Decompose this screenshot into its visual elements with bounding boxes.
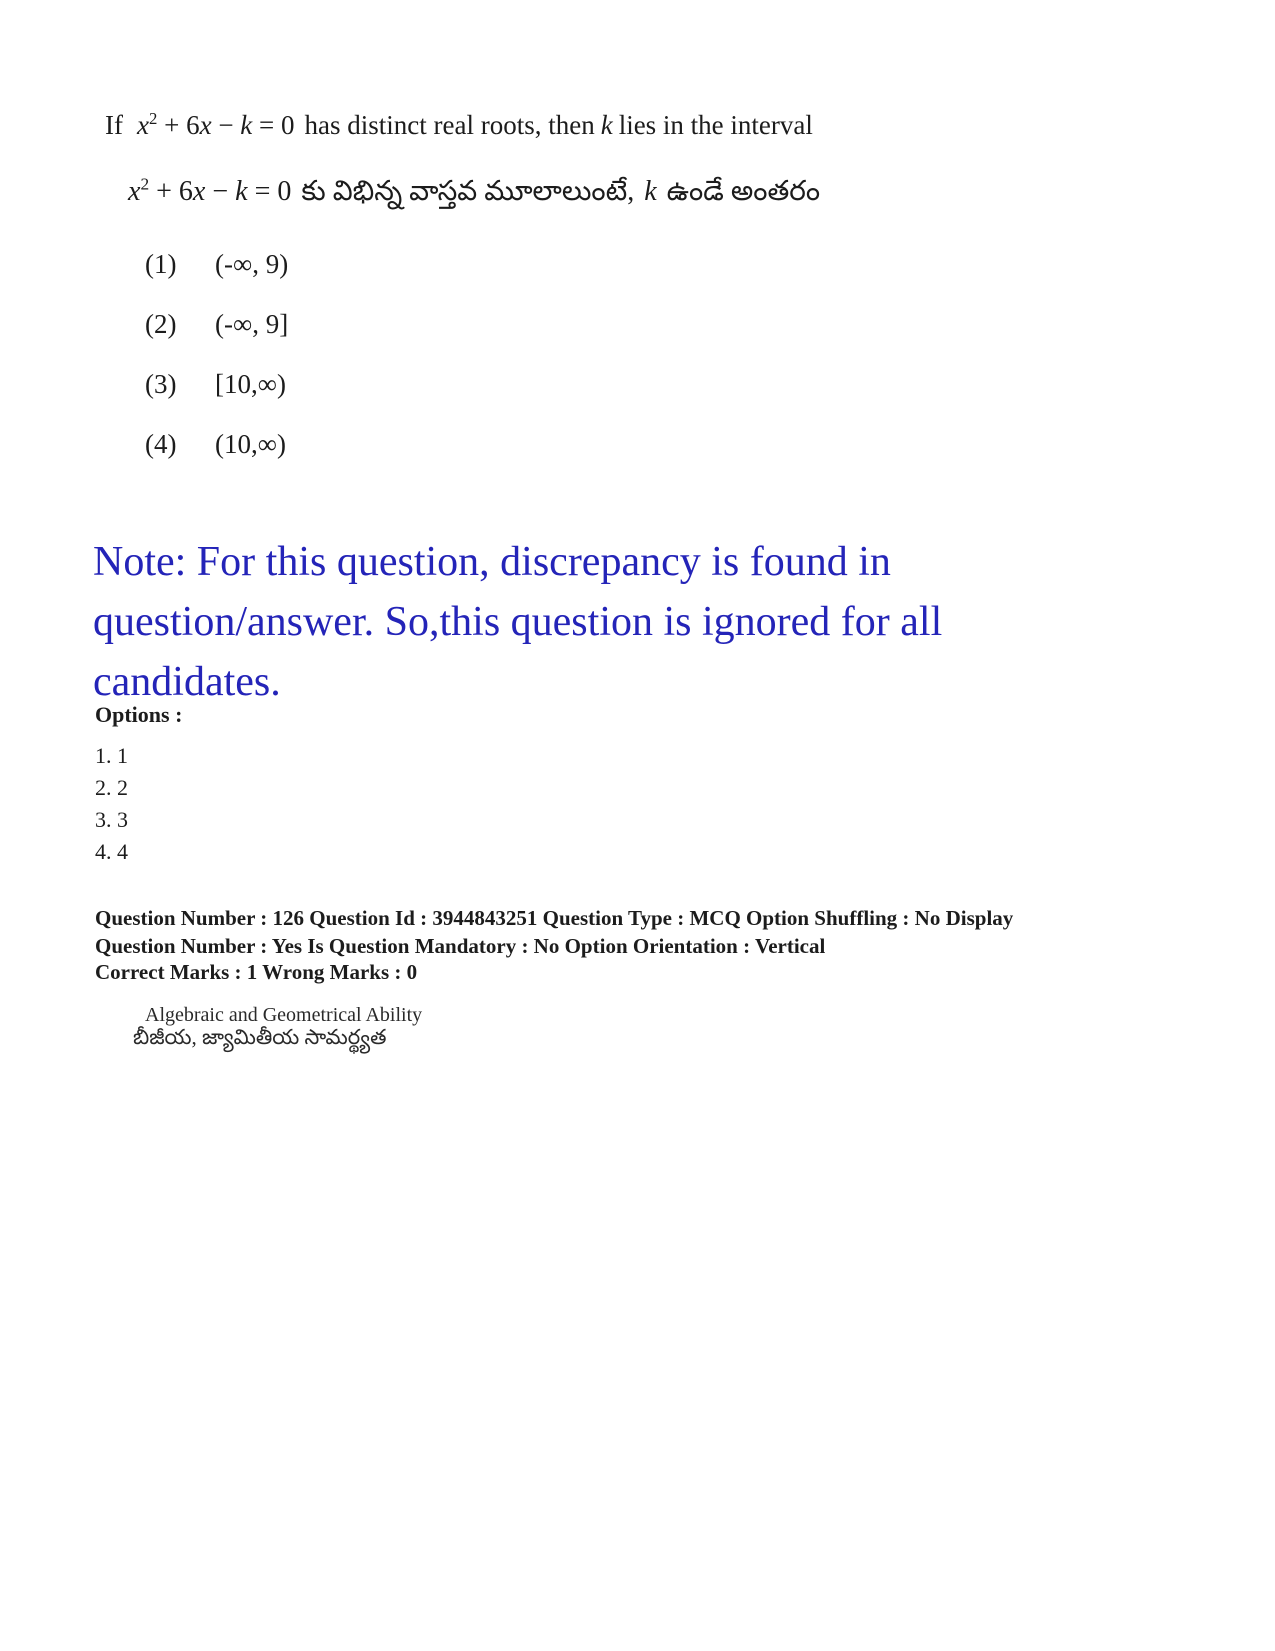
options-list <box>95 740 128 868</box>
choice-value: (-∞, 9) <box>215 249 289 279</box>
question-suffix-2: lies in the interval <box>618 110 813 140</box>
question-formula-telugu <box>128 176 291 207</box>
discrepancy-note: Note: For this question, discrepancy is found in question/answer. So,this question is ignored for all candidates. <box>93 539 943 705</box>
marks-line: Correct Marks : 1 Wrong Marks : 0 <box>95 960 418 984</box>
formula-plus-6: + 6 <box>149 176 193 207</box>
choice-row-1 <box>145 249 288 280</box>
formula-x: x <box>136 110 149 140</box>
choice-row-4 <box>145 429 286 460</box>
question-text-english <box>105 110 813 141</box>
question-k-variable: k <box>644 176 657 207</box>
option-item-4: 4. 4 <box>95 839 128 864</box>
formula-exponent: 2 <box>140 174 150 194</box>
choice-value: (-∞, 9] <box>215 309 289 339</box>
formula-equals-zero: = 0 <box>252 110 295 140</box>
choice-row-3 <box>145 369 286 400</box>
question-metadata <box>95 904 1205 960</box>
choice-label: (3) <box>145 369 177 399</box>
choice-label: (4) <box>145 429 177 459</box>
formula-x2: x <box>199 110 212 140</box>
formula-x: x <box>128 176 141 207</box>
question-telugu-suffix-2: ఉండే అంతరం <box>666 176 821 207</box>
formula-exponent: 2 <box>148 109 158 128</box>
question-suffix-1: has distinct real roots, then <box>304 110 595 140</box>
choice-label: (2) <box>145 309 177 339</box>
question-telugu-suffix-1: కు విభిన్న వాస్తవ మూలాలుంటే, <box>301 176 635 207</box>
choice-label: (1) <box>145 249 177 279</box>
question-k-variable: k <box>600 110 613 140</box>
formula-k: k <box>235 176 248 207</box>
section-title-english: Algebraic and Geometrical Ability <box>145 1004 423 1026</box>
option-item-3: 3. 3 <box>95 807 128 832</box>
metadata-line-2: Question Number : Yes Is Question Mandatory : No Option Orientation : Vertical <box>95 934 826 958</box>
question-prefix: If <box>105 110 123 140</box>
formula-x2: x <box>192 176 206 207</box>
choice-value: [10,∞) <box>215 369 286 399</box>
section-title-telugu: బీజీయ, జ్యామితీయ సామర్థ్యత <box>133 1025 387 1049</box>
options-heading: Options : <box>95 702 183 727</box>
option-item-2: 2. 2 <box>95 775 128 800</box>
formula-equals-zero: = 0 <box>247 176 292 207</box>
question-formula <box>137 110 295 140</box>
formula-minus: − <box>205 176 236 207</box>
metadata-line-1: Question Number : 126 Question Id : 3944843251 Question Type : MCQ Option Shuffling : No Display <box>95 906 1014 930</box>
question-text-telugu <box>128 176 820 214</box>
choice-row-2 <box>145 309 288 340</box>
formula-plus-6: + 6 <box>157 110 200 140</box>
formula-k: k <box>240 110 253 140</box>
option-item-1: 1. 1 <box>95 743 128 768</box>
choice-value: (10,∞) <box>215 429 286 459</box>
formula-minus: − <box>211 110 241 140</box>
